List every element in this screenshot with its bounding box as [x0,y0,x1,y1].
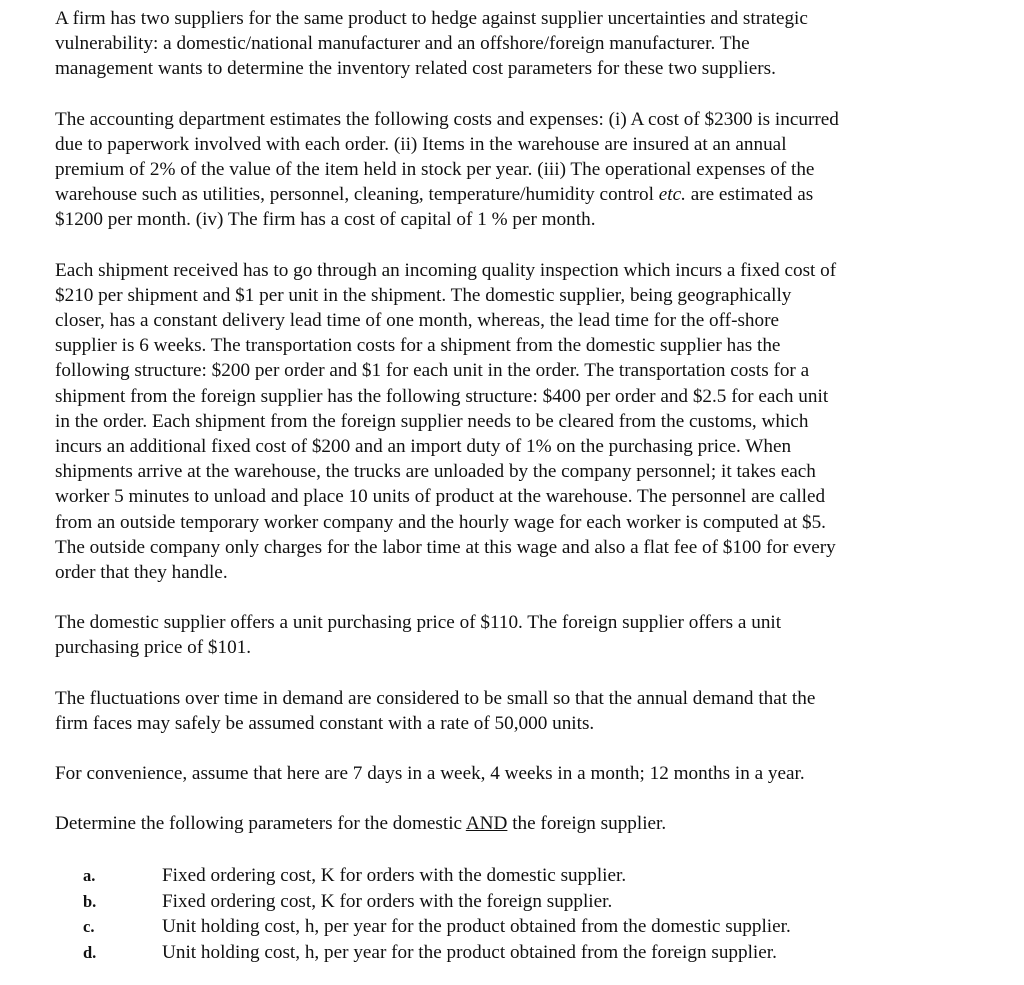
text-line: premium of 2% of the value of the item held in stock per year. (iii) The operational expenses of the [55,159,815,181]
text-line: order that they handle. [55,562,228,584]
text-line: closer, has a constant delivery lead time of one month, whereas, the lead time for the off-shore [55,310,780,332]
underlined-text: AND [465,813,508,835]
list-letter: a. [83,866,96,886]
text-segment: are estimated as [685,184,814,206]
text-line [55,182,955,207]
document-body [55,6,955,965]
italic-text: etc. [658,184,686,206]
text-line: shipment from the foreign supplier has the following structure: $400 per order and $2.5 for each unit [55,385,829,407]
text-line: The outside company only charges for the labor time at this wage and also a flat fee of $100 for every [55,536,836,558]
text-segment: the foreign supplier. [507,813,667,835]
text-line: The accounting department estimates the following costs and expenses: (i) A cost of $2300 is incurred [55,108,839,130]
text-segment: warehouse such as utilities, personnel, cleaning, temperature/humidity control [55,184,659,206]
list-item [55,914,955,939]
text-line: in the order. Each shipment from the foreign supplier needs to be cleared from the customs, which [55,410,809,432]
list-text: Unit holding cost, h, per year for the product obtained from the domestic supplier. [162,916,791,938]
paragraph-intro [55,6,955,82]
text-line: incurs an additional fixed cost of $200 and an import duty of 1% on the purchasing price. When [55,436,792,458]
paragraph-demand [55,686,955,736]
paragraph-instruction [55,811,955,836]
text-line: A firm has two suppliers for the same product to hedge against supplier uncertainties and strategic [55,8,808,29]
paragraph-costs [55,107,955,233]
list-item [55,863,955,888]
text-line: shipments arrive at the warehouse, the trucks are unloaded by the company personnel; it takes each [55,461,816,483]
text-line: For convenience, assume that here are 7 days in a week, 4 weeks in a month; 12 months in a year. [55,763,805,785]
text-line: The domestic supplier offers a unit purchasing price of $110. The foreign supplier offers a unit [55,612,782,634]
text-line: supplier is 6 weeks. The transportation costs for a shipment from the domestic supplier has the [55,335,781,357]
text-line: Each shipment received has to go through an incoming quality inspection which incurs a fixed cost of [55,259,837,281]
text-line: purchasing price of $101. [55,637,252,659]
text-line: worker 5 minutes to unload and place 10 units of product at the warehouse. The personnel are called [55,486,826,508]
text-segment: Determine the following parameters for the domestic [55,813,466,835]
paragraph-prices [55,610,955,660]
text-line: due to paperwork involved with each order. (ii) Items in the warehouse are insured at an annual [55,133,787,155]
list-text: Fixed ordering cost, K for orders with the domestic supplier. [162,865,627,887]
text-line: following structure: $200 per order and $1 for each unit in the order. The transportation costs for a [55,360,810,382]
list-letter: d. [83,942,97,962]
list-text: Fixed ordering cost, K for orders with the foreign supplier. [162,890,613,912]
list-item [55,889,955,914]
text-line: $1200 per month. (iv) The firm has a cost of capital of 1 % per month. [55,209,596,231]
text-line: firm faces may safely be assumed constant with a rate of 50,000 units. [55,712,595,734]
list-item [55,940,955,965]
list-letter: c. [83,917,95,937]
list-text: Unit holding cost, h, per year for the product obtained from the foreign supplier. [162,941,777,963]
paragraph-shipment [55,258,955,586]
question-list [55,863,955,965]
text-line: The fluctuations over time in demand are considered to be small so that the annual demand that the [55,687,816,709]
text-line: vulnerability: a domestic/national manufacturer and an offshore/foreign manufacturer. The [55,33,750,55]
list-letter: b. [83,891,97,911]
text-line: management wants to determine the inventory related cost parameters for these two suppliers. [55,58,776,80]
text-line: from an outside temporary worker company and the hourly wage for each worker is computed at $5. [55,511,826,533]
paragraph-convenience [55,761,955,786]
text-line: $210 per shipment and $1 per unit in the shipment. The domestic supplier, being geographically [55,284,792,306]
text-line [55,811,955,836]
